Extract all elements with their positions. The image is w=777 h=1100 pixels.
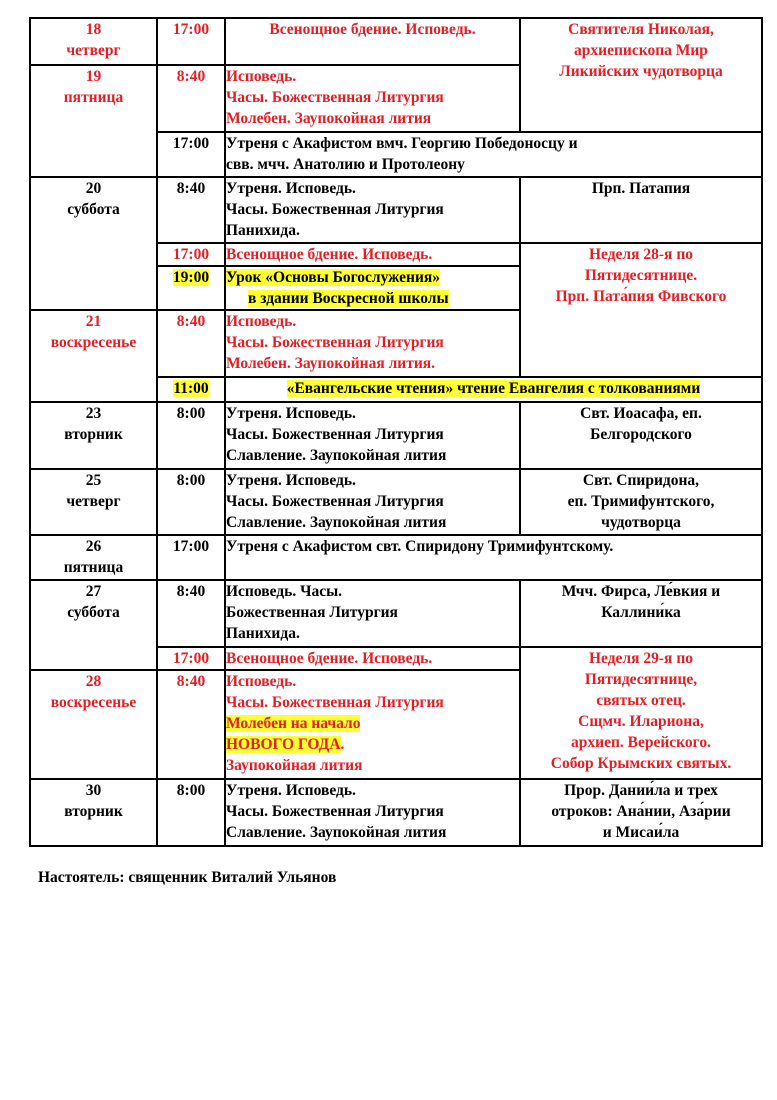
saint-line: Ликийских чудотворца <box>559 63 723 80</box>
time-cell: 8:00 <box>157 779 225 846</box>
saint-cell <box>520 647 762 779</box>
saint-line: Мчч. Фирса, Ле́вкия и <box>561 583 721 600</box>
service-line: Всенощное бдение. Исповедь. <box>269 21 476 38</box>
service-line: Молебен. Заупокойная лития <box>226 110 432 127</box>
day-weekday: четверг <box>66 42 121 59</box>
service-line: Заупокойная лития <box>226 757 363 774</box>
saint-line: Прп. Пата́пия Фивского <box>555 288 727 305</box>
service-cell <box>225 377 762 402</box>
service-line: Славление. Заупокойная лития <box>226 514 447 531</box>
table-row <box>30 177 762 243</box>
saint-line: Прп. Патапия <box>591 180 691 197</box>
saint-line: Свт. Спиридона, <box>582 472 700 489</box>
day-number: 25 <box>85 472 102 489</box>
day-number: 28 <box>85 673 102 690</box>
day-cell <box>30 580 157 670</box>
day-weekday: пятница <box>63 559 124 576</box>
service-line-highlight: Молебен на начало <box>226 715 361 732</box>
service-cell <box>225 469 520 535</box>
service-line: Всенощное бдение. Исповедь. <box>226 246 433 263</box>
day-weekday: суббота <box>67 604 120 621</box>
day-number: 19 <box>85 68 102 85</box>
rector-signature-line: Настоятель: священник Виталий Ульянов <box>38 869 337 886</box>
service-line: Часы. Божественная Литургия <box>226 426 444 443</box>
service-line: Молебен. Заупокойная лития. <box>226 355 436 372</box>
saint-cell <box>520 779 762 846</box>
service-cell <box>225 18 520 65</box>
saint-line: Сщмч. Илариона, <box>578 713 704 730</box>
saint-cell <box>520 402 762 469</box>
service-cell <box>225 580 520 647</box>
day-cell <box>30 779 157 846</box>
service-line: свв. мчч. Анатолию и Протолеону <box>226 156 465 173</box>
table-row <box>30 402 762 469</box>
saint-line: Пятидесятнице. <box>584 267 698 284</box>
time-highlight: 11:00 <box>173 380 209 397</box>
time-cell <box>157 266 225 310</box>
time-cell: 8:40 <box>157 65 225 132</box>
day-weekday: вторник <box>64 426 123 443</box>
service-cell <box>225 266 520 310</box>
service-line-period: . <box>340 736 345 753</box>
saint-cell <box>520 177 762 243</box>
service-cell <box>225 177 520 243</box>
day-weekday: суббота <box>67 201 120 218</box>
saint-line: и Мисаи́ла <box>602 824 680 841</box>
saint-line: Собор Крымских святых. <box>550 755 732 772</box>
day-number: 20 <box>85 180 102 197</box>
service-line: Славление. Заупокойная лития <box>226 447 447 464</box>
service-line: в здании Воскресной школы <box>248 290 449 307</box>
table-row <box>30 779 762 846</box>
day-weekday: пятница <box>63 89 124 106</box>
time-cell: 8:00 <box>157 402 225 469</box>
saint-line: Неделя 29-я по <box>588 650 693 667</box>
day-cell <box>30 402 157 469</box>
service-line: Божественная Литургия <box>226 604 398 621</box>
service-line-highlight: НОВОГО ГОДА <box>226 736 341 753</box>
table-row <box>30 580 762 647</box>
service-line: Утреня. Исповедь. <box>226 472 356 489</box>
service-line: Исповедь. <box>226 313 297 330</box>
time-cell: 17:00 <box>157 132 225 177</box>
saint-cell <box>520 580 762 647</box>
day-number: 23 <box>85 405 102 422</box>
day-weekday: четверг <box>66 493 121 510</box>
service-line: Утреня. Исповедь. <box>226 405 356 422</box>
saint-cell <box>520 18 762 132</box>
service-line: Исповедь. <box>226 673 297 690</box>
day-cell <box>30 18 157 65</box>
table-row <box>30 469 762 535</box>
service-line: Всенощное бдение. Исповедь. <box>226 650 433 667</box>
day-weekday: вторник <box>64 803 123 820</box>
table-row <box>30 18 762 65</box>
service-line: Панихида. <box>226 222 300 239</box>
schedule-table <box>29 17 763 847</box>
day-number: 30 <box>85 782 102 799</box>
day-weekday: воскресенье <box>50 334 137 351</box>
service-cell <box>225 65 520 132</box>
day-number: 27 <box>85 583 102 600</box>
saint-line: архиеп. Верейского. <box>571 734 711 751</box>
service-line: Часы. Божественная Литургия <box>226 334 444 351</box>
saint-line: святых отец. <box>596 692 686 709</box>
service-line: Часы. Божественная Литургия <box>226 803 444 820</box>
saint-line: Святителя Николая, <box>568 21 714 38</box>
day-cell <box>30 177 157 310</box>
time-cell: 17:00 <box>157 647 225 670</box>
service-line: Утреня. Исповедь. <box>226 180 356 197</box>
service-cell <box>225 535 762 580</box>
saint-line: Пятидесятнице, <box>584 671 698 688</box>
day-cell <box>30 469 157 535</box>
time-cell: 8:00 <box>157 469 225 535</box>
service-line: Часы. Божественная Литургия <box>226 201 444 218</box>
service-cell <box>225 132 762 177</box>
time-cell <box>157 377 225 402</box>
table-row <box>30 535 762 580</box>
saint-cell <box>520 243 762 377</box>
saint-line: отроков: Ана́нии, Аза́рии <box>551 803 731 820</box>
time-cell: 17:00 <box>157 18 225 65</box>
service-line: Панихида. <box>226 625 300 642</box>
saint-line: Каллини́ка <box>601 604 681 621</box>
service-cell <box>225 670 520 779</box>
service-line: «Евангельские чтения» чтение Евангелия с толкованиями <box>286 380 701 397</box>
saint-line: Прор. Дании́ла и трех <box>564 782 718 799</box>
service-cell <box>225 310 520 377</box>
service-line: Исповедь. <box>226 68 297 85</box>
service-cell <box>225 779 520 846</box>
time-cell: 8:40 <box>157 310 225 377</box>
service-line: Урок «Основы Богослужения» <box>226 269 441 286</box>
time-cell: 8:40 <box>157 580 225 647</box>
saint-line: еп. Тримифунтского, <box>567 493 715 510</box>
service-line: Утреня с Акафистом вмч. Георгию Победоносцу и <box>226 135 578 152</box>
service-line: Часы. Божественная Литургия <box>226 694 444 711</box>
day-number: 26 <box>85 538 102 555</box>
saint-line: Неделя 28-я по <box>588 246 693 263</box>
day-weekday: воскресенье <box>50 694 137 711</box>
day-cell <box>30 310 157 402</box>
day-number: 18 <box>85 21 102 38</box>
service-cell <box>225 243 520 266</box>
time-highlight: 19:00 <box>172 269 210 286</box>
day-number: 21 <box>85 313 102 330</box>
saint-line: Свт. Иоасафа, еп. <box>580 405 702 422</box>
time-cell: 8:40 <box>157 177 225 243</box>
service-line: Часы. Божественная Литургия <box>226 493 444 510</box>
day-cell <box>30 670 157 779</box>
service-line: Исповедь. Часы. <box>226 583 343 600</box>
day-cell <box>30 65 157 177</box>
service-cell <box>225 402 520 469</box>
service-line: Утреня с Акафистом свт. Спиридону Тримифунтскому. <box>226 538 614 555</box>
service-line: Славление. Заупокойная лития <box>226 824 447 841</box>
saint-line: архиепископа Мир <box>574 42 708 59</box>
service-cell <box>225 647 520 670</box>
service-line: Утреня. Исповедь. <box>226 782 356 799</box>
time-cell: 8:40 <box>157 670 225 779</box>
saint-cell <box>520 469 762 535</box>
time-cell: 17:00 <box>157 243 225 266</box>
time-cell: 17:00 <box>157 535 225 580</box>
saint-line: Белгородского <box>590 426 692 443</box>
saint-line: чудотворца <box>601 514 681 531</box>
service-line: Часы. Божественная Литургия <box>226 89 444 106</box>
day-cell <box>30 535 157 580</box>
